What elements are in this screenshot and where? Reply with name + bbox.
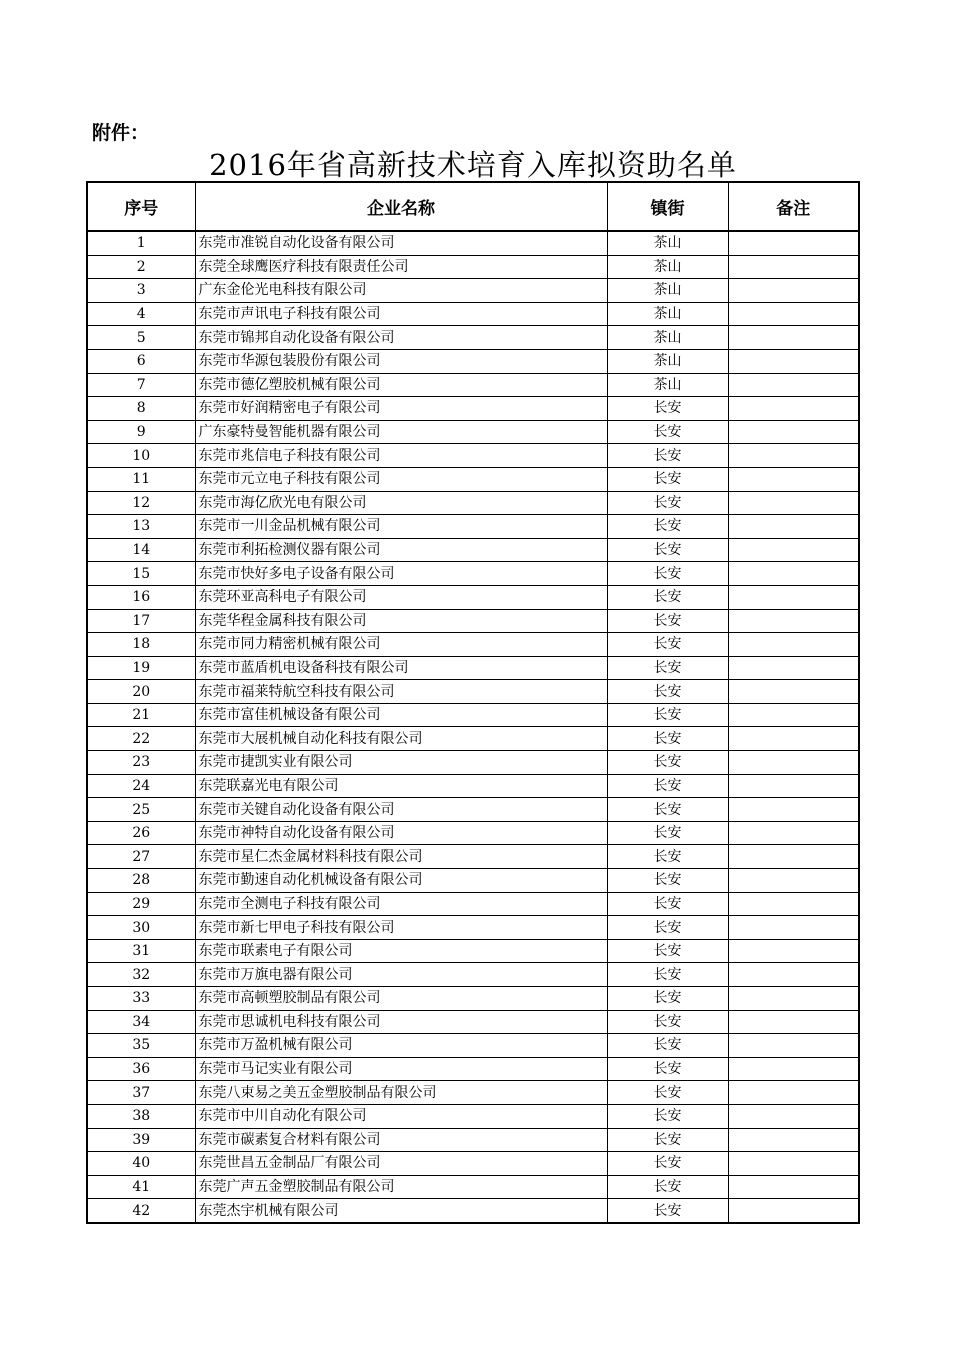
- column-header-town: 镇街: [607, 182, 728, 231]
- remarks-cell: [728, 1152, 859, 1176]
- remarks-cell: [728, 491, 859, 515]
- town-cell: 茶山: [607, 349, 728, 373]
- serial-number-cell: 40: [87, 1152, 195, 1176]
- table-row: [87, 1057, 859, 1081]
- town-cell: 长安: [607, 515, 728, 539]
- company-name-cell: 东莞联嘉光电有限公司: [195, 774, 607, 798]
- town-cell: 茶山: [607, 231, 728, 255]
- town-cell: 长安: [607, 656, 728, 680]
- remarks-cell: [728, 963, 859, 987]
- table-row: [87, 821, 859, 845]
- town-cell: 长安: [607, 633, 728, 657]
- document-title: 2016年省高新技术培育入库拟资助名单: [209, 148, 737, 182]
- company-name-cell: 东莞市蓝盾机电设备科技有限公司: [195, 656, 607, 680]
- serial-number-cell: 6: [87, 349, 195, 373]
- town-cell: 长安: [607, 751, 728, 775]
- town-cell: 茶山: [607, 326, 728, 350]
- town-cell: 长安: [607, 892, 728, 916]
- town-cell: 长安: [607, 680, 728, 704]
- funding-list-table: [86, 181, 860, 1224]
- town-cell: 长安: [607, 869, 728, 893]
- remarks-cell: [728, 727, 859, 751]
- town-cell: 茶山: [607, 279, 728, 303]
- town-cell: 长安: [607, 845, 728, 869]
- company-name-cell: 东莞世昌五金制品厂有限公司: [195, 1152, 607, 1176]
- company-name-cell: 东莞市万旗电器有限公司: [195, 963, 607, 987]
- town-cell: 长安: [607, 491, 728, 515]
- company-name-cell: 东莞市关键自动化设备有限公司: [195, 798, 607, 822]
- remarks-cell: [728, 420, 859, 444]
- town-cell: 长安: [607, 562, 728, 586]
- town-cell: 长安: [607, 1057, 728, 1081]
- serial-number-cell: 8: [87, 397, 195, 421]
- remarks-cell: [728, 680, 859, 704]
- table-row: [87, 727, 859, 751]
- company-name-cell: 东莞八束易之美五金塑胶制品有限公司: [195, 1081, 607, 1105]
- remarks-cell: [728, 326, 859, 350]
- table-row: [87, 1034, 859, 1058]
- serial-number-cell: 31: [87, 939, 195, 963]
- town-cell: 茶山: [607, 255, 728, 279]
- table-row: [87, 515, 859, 539]
- remarks-cell: [728, 1010, 859, 1034]
- town-cell: 长安: [607, 585, 728, 609]
- company-name-cell: 东莞市万盈机械有限公司: [195, 1034, 607, 1058]
- table-row: [87, 963, 859, 987]
- remarks-cell: [728, 798, 859, 822]
- serial-number-cell: 29: [87, 892, 195, 916]
- company-name-cell: 东莞华程金属科技有限公司: [195, 609, 607, 633]
- table-row: [87, 892, 859, 916]
- remarks-cell: [728, 515, 859, 539]
- town-cell: 长安: [607, 1010, 728, 1034]
- remarks-cell: [728, 633, 859, 657]
- remarks-cell: [728, 845, 859, 869]
- table-row: [87, 1152, 859, 1176]
- remarks-cell: [728, 1081, 859, 1105]
- remarks-cell: [728, 444, 859, 468]
- table-row: [87, 916, 859, 940]
- company-name-cell: 东莞市元立电子科技有限公司: [195, 467, 607, 491]
- serial-number-cell: 16: [87, 585, 195, 609]
- town-cell: 长安: [607, 1104, 728, 1128]
- town-cell: 长安: [607, 821, 728, 845]
- serial-number-cell: 3: [87, 279, 195, 303]
- town-cell: 长安: [607, 397, 728, 421]
- serial-number-cell: 17: [87, 609, 195, 633]
- remarks-cell: [728, 751, 859, 775]
- town-cell: 长安: [607, 939, 728, 963]
- serial-number-cell: 22: [87, 727, 195, 751]
- table-row: [87, 798, 859, 822]
- serial-number-cell: 9: [87, 420, 195, 444]
- table-row: [87, 373, 859, 397]
- remarks-cell: [728, 703, 859, 727]
- serial-number-cell: 4: [87, 302, 195, 326]
- table-row: [87, 255, 859, 279]
- company-name-cell: 东莞市勤速自动化机械设备有限公司: [195, 869, 607, 893]
- serial-number-cell: 25: [87, 798, 195, 822]
- company-name-cell: 东莞市高顿塑胶制品有限公司: [195, 987, 607, 1011]
- serial-number-cell: 27: [87, 845, 195, 869]
- remarks-cell: [728, 1199, 859, 1223]
- table-row: [87, 1175, 859, 1199]
- table-row: [87, 326, 859, 350]
- serial-number-cell: 42: [87, 1199, 195, 1223]
- remarks-cell: [728, 279, 859, 303]
- remarks-cell: [728, 562, 859, 586]
- table-row: [87, 279, 859, 303]
- town-cell: 长安: [607, 1034, 728, 1058]
- town-cell: 长安: [607, 798, 728, 822]
- company-name-cell: 广东豪特曼智能机器有限公司: [195, 420, 607, 444]
- remarks-cell: [728, 774, 859, 798]
- serial-number-cell: 10: [87, 444, 195, 468]
- town-cell: 长安: [607, 1175, 728, 1199]
- serial-number-cell: 5: [87, 326, 195, 350]
- company-name-cell: 东莞市利拓检测仪器有限公司: [195, 538, 607, 562]
- serial-number-cell: 15: [87, 562, 195, 586]
- company-name-cell: 东莞市一川金品机械有限公司: [195, 515, 607, 539]
- table-row: [87, 349, 859, 373]
- town-cell: 长安: [607, 727, 728, 751]
- company-name-cell: 东莞市华源包装股份有限公司: [195, 349, 607, 373]
- serial-number-cell: 34: [87, 1010, 195, 1034]
- remarks-cell: [728, 1034, 859, 1058]
- company-name-cell: 东莞市德亿塑胶机械有限公司: [195, 373, 607, 397]
- serial-number-cell: 37: [87, 1081, 195, 1105]
- table-row: [87, 1081, 859, 1105]
- serial-number-cell: 26: [87, 821, 195, 845]
- table-row: [87, 774, 859, 798]
- remarks-cell: [728, 302, 859, 326]
- table-row: [87, 302, 859, 326]
- serial-number-cell: 36: [87, 1057, 195, 1081]
- table-row: [87, 1104, 859, 1128]
- table-row: [87, 397, 859, 421]
- company-name-cell: 东莞市中川自动化有限公司: [195, 1104, 607, 1128]
- table-row: [87, 420, 859, 444]
- remarks-cell: [728, 1057, 859, 1081]
- town-cell: 长安: [607, 963, 728, 987]
- table-row: [87, 751, 859, 775]
- town-cell: 长安: [607, 916, 728, 940]
- town-cell: 茶山: [607, 302, 728, 326]
- table-row: [87, 869, 859, 893]
- company-name-cell: 东莞市兆信电子科技有限公司: [195, 444, 607, 468]
- company-name-cell: 东莞市海亿欣光电有限公司: [195, 491, 607, 515]
- remarks-cell: [728, 349, 859, 373]
- table-row: [87, 1128, 859, 1152]
- remarks-cell: [728, 609, 859, 633]
- serial-number-cell: 14: [87, 538, 195, 562]
- serial-number-cell: 1: [87, 231, 195, 255]
- table-row: [87, 703, 859, 727]
- serial-number-cell: 13: [87, 515, 195, 539]
- town-cell: 长安: [607, 467, 728, 491]
- remarks-cell: [728, 397, 859, 421]
- company-name-cell: 东莞市声讯电子科技有限公司: [195, 302, 607, 326]
- serial-number-cell: 30: [87, 916, 195, 940]
- table-row: [87, 680, 859, 704]
- serial-number-cell: 38: [87, 1104, 195, 1128]
- serial-number-cell: 28: [87, 869, 195, 893]
- company-name-cell: 东莞市新七甲电子科技有限公司: [195, 916, 607, 940]
- table-body: [87, 231, 859, 1223]
- serial-number-cell: 23: [87, 751, 195, 775]
- serial-number-cell: 11: [87, 467, 195, 491]
- serial-number-cell: 39: [87, 1128, 195, 1152]
- serial-number-cell: 20: [87, 680, 195, 704]
- town-cell: 长安: [607, 444, 728, 468]
- company-name-cell: 东莞市锦邦自动化设备有限公司: [195, 326, 607, 350]
- remarks-cell: [728, 916, 859, 940]
- town-cell: 长安: [607, 1128, 728, 1152]
- company-name-cell: 东莞市捷凯实业有限公司: [195, 751, 607, 775]
- table-row: [87, 1010, 859, 1034]
- table-row: [87, 987, 859, 1011]
- table-row: [87, 538, 859, 562]
- company-name-cell: 东莞市富佳机械设备有限公司: [195, 703, 607, 727]
- serial-number-cell: 41: [87, 1175, 195, 1199]
- serial-number-cell: 12: [87, 491, 195, 515]
- remarks-cell: [728, 1175, 859, 1199]
- table-header-row: [87, 182, 859, 231]
- company-name-cell: 东莞市大展机械自动化科技有限公司: [195, 727, 607, 751]
- company-name-cell: 东莞市碳素复合材料有限公司: [195, 1128, 607, 1152]
- attachment-label: 附件：: [92, 122, 150, 144]
- remarks-cell: [728, 538, 859, 562]
- column-header-remarks: 备注: [728, 182, 859, 231]
- town-cell: 长安: [607, 1199, 728, 1223]
- serial-number-cell: 19: [87, 656, 195, 680]
- serial-number-cell: 21: [87, 703, 195, 727]
- company-name-cell: 东莞市思诚机电科技有限公司: [195, 1010, 607, 1034]
- town-cell: 长安: [607, 420, 728, 444]
- company-name-cell: 广东金伦光电科技有限公司: [195, 279, 607, 303]
- town-cell: 长安: [607, 774, 728, 798]
- company-name-cell: 东莞市福莱特航空科技有限公司: [195, 680, 607, 704]
- table-row: [87, 609, 859, 633]
- remarks-cell: [728, 585, 859, 609]
- serial-number-cell: 24: [87, 774, 195, 798]
- town-cell: 茶山: [607, 373, 728, 397]
- company-name-cell: 东莞市准锐自动化设备有限公司: [195, 231, 607, 255]
- remarks-cell: [728, 656, 859, 680]
- table-row: [87, 633, 859, 657]
- table-row: [87, 562, 859, 586]
- company-name-cell: 东莞市好润精密电子有限公司: [195, 397, 607, 421]
- remarks-cell: [728, 869, 859, 893]
- table-row: [87, 231, 859, 255]
- company-name-cell: 东莞市星仁杰金属材料科技有限公司: [195, 845, 607, 869]
- town-cell: 长安: [607, 703, 728, 727]
- table-row: [87, 444, 859, 468]
- company-name-cell: 东莞杰宇机械有限公司: [195, 1199, 607, 1223]
- serial-number-cell: 18: [87, 633, 195, 657]
- remarks-cell: [728, 987, 859, 1011]
- company-name-cell: 东莞环亚高科电子有限公司: [195, 585, 607, 609]
- serial-number-cell: 33: [87, 987, 195, 1011]
- town-cell: 长安: [607, 987, 728, 1011]
- table-row: [87, 1199, 859, 1223]
- remarks-cell: [728, 939, 859, 963]
- serial-number-cell: 32: [87, 963, 195, 987]
- serial-number-cell: 35: [87, 1034, 195, 1058]
- company-name-cell: 东莞全球鹰医疗科技有限责任公司: [195, 255, 607, 279]
- remarks-cell: [728, 373, 859, 397]
- column-header-serial: 序号: [87, 182, 195, 231]
- remarks-cell: [728, 821, 859, 845]
- remarks-cell: [728, 892, 859, 916]
- column-header-company: 企业名称: [195, 182, 607, 231]
- company-name-cell: 东莞市全测电子科技有限公司: [195, 892, 607, 916]
- company-name-cell: 东莞市神特自动化设备有限公司: [195, 821, 607, 845]
- remarks-cell: [728, 231, 859, 255]
- town-cell: 长安: [607, 538, 728, 562]
- table-row: [87, 845, 859, 869]
- company-name-cell: 东莞市快好多电子设备有限公司: [195, 562, 607, 586]
- remarks-cell: [728, 1128, 859, 1152]
- town-cell: 长安: [607, 1081, 728, 1105]
- company-name-cell: 东莞市同力精密机械有限公司: [195, 633, 607, 657]
- table-row: [87, 585, 859, 609]
- serial-number-cell: 2: [87, 255, 195, 279]
- company-name-cell: 东莞市联素电子有限公司: [195, 939, 607, 963]
- serial-number-cell: 7: [87, 373, 195, 397]
- town-cell: 长安: [607, 609, 728, 633]
- company-name-cell: 东莞市马记实业有限公司: [195, 1057, 607, 1081]
- town-cell: 长安: [607, 1152, 728, 1176]
- remarks-cell: [728, 467, 859, 491]
- table-row: [87, 656, 859, 680]
- table-row: [87, 939, 859, 963]
- table-row: [87, 467, 859, 491]
- remarks-cell: [728, 255, 859, 279]
- table-row: [87, 491, 859, 515]
- company-name-cell: 东莞广声五金塑胶制品有限公司: [195, 1175, 607, 1199]
- remarks-cell: [728, 1104, 859, 1128]
